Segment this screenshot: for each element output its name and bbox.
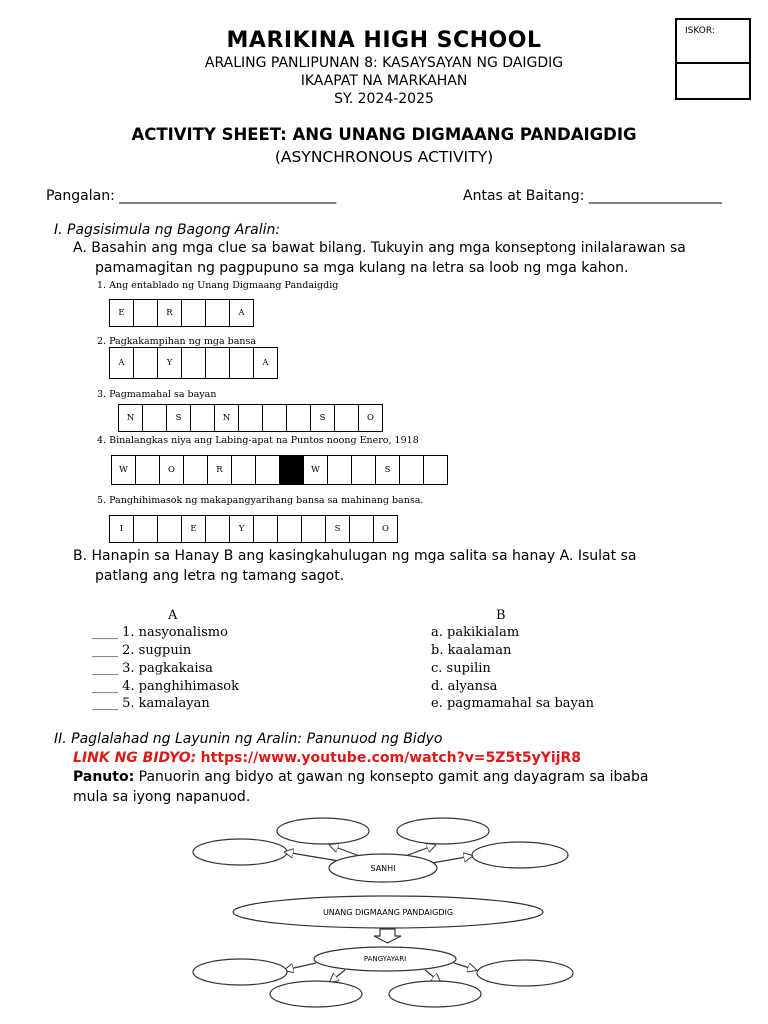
letter-box[interactable] bbox=[399, 455, 424, 485]
clue-2-boxes[interactable] bbox=[109, 347, 278, 379]
event-answer-oval[interactable] bbox=[270, 981, 362, 1007]
down-arrow bbox=[374, 929, 401, 943]
column-b-item: e. pagmamahal sa bayan bbox=[431, 696, 595, 711]
partB-instruction-line2: patlang ang letra ng tamang sagot. bbox=[95, 568, 345, 584]
letter-box[interactable]: S bbox=[375, 455, 400, 485]
letter-box[interactable] bbox=[181, 299, 206, 327]
letter-box[interactable] bbox=[157, 515, 182, 543]
letter-box[interactable] bbox=[279, 455, 304, 485]
letter-box[interactable]: Y bbox=[157, 347, 182, 379]
event-answer-oval[interactable] bbox=[477, 960, 573, 986]
column-a-item: ____ 5. kamalayan bbox=[92, 696, 210, 711]
letter-box[interactable] bbox=[190, 404, 215, 432]
column-b-item: b. kaalaman bbox=[431, 643, 512, 658]
column-b-header: B bbox=[496, 608, 506, 623]
letter-box[interactable] bbox=[205, 347, 230, 379]
letter-box[interactable] bbox=[135, 455, 160, 485]
panuto-text-line2: mula sa iyong napanuod. bbox=[73, 789, 251, 805]
column-a-item: ____ 1. nasyonalismo bbox=[92, 625, 228, 640]
clue-3-boxes[interactable] bbox=[118, 404, 383, 432]
letter-box[interactable] bbox=[142, 404, 167, 432]
subject-line: ARALING PANLIPUNAN 8: KASAYSAYAN NG DAIGDIG bbox=[204, 55, 564, 71]
letter-box[interactable] bbox=[181, 347, 206, 379]
column-a-header: A bbox=[168, 608, 178, 623]
partA-instruction-line2: pamamagitan ng pagpupuno sa mga kulang na letra sa loob ng mga kahon. bbox=[95, 260, 629, 276]
partA-instruction-line1: A. Basahin ang mga clue sa bawat bilang. Tukuyin ang mga konseptong inilalarawan sa bbox=[73, 240, 686, 256]
panuto-label: Panuto: bbox=[73, 769, 135, 785]
letter-box[interactable] bbox=[238, 404, 263, 432]
quarter-line: IKAAPAT NA MARKAHAN bbox=[300, 73, 468, 89]
clue-4-text: 4. Binalangkas niya ang Labing-apat na Puntos noong Enero, 1918 bbox=[97, 435, 419, 446]
letter-box[interactable] bbox=[253, 515, 278, 543]
school-year-line: SY. 2024-2025 bbox=[334, 91, 434, 107]
panuto-line bbox=[73, 767, 648, 787]
letter-box[interactable] bbox=[205, 515, 230, 543]
letter-box[interactable] bbox=[423, 455, 448, 485]
letter-box[interactable] bbox=[133, 299, 158, 327]
letter-box[interactable]: S bbox=[166, 404, 191, 432]
clue-5-boxes[interactable] bbox=[109, 515, 398, 543]
arrow-line bbox=[454, 963, 476, 970]
clue-3-text: 3. Pagmamahal sa bayan bbox=[97, 389, 217, 400]
letter-box[interactable]: R bbox=[207, 455, 232, 485]
column-b-item: c. supilin bbox=[431, 661, 491, 676]
letter-box[interactable] bbox=[301, 515, 326, 543]
letter-box[interactable]: O bbox=[358, 404, 383, 432]
clue-4-boxes[interactable] bbox=[111, 455, 448, 485]
letter-box[interactable]: O bbox=[159, 455, 184, 485]
video-link-label: LINK NG BIDYO: bbox=[73, 750, 197, 766]
column-a-item: ____ 3. pagkakaisa bbox=[92, 661, 213, 676]
letter-box[interactable]: O bbox=[373, 515, 398, 543]
section2-heading: II. Paglalahad ng Layunin ng Aralin: Panunuod ng Bidyo bbox=[54, 731, 443, 747]
video-link[interactable]: https://www.youtube.com/watch?v=5Z5t5yYijR8 bbox=[200, 750, 582, 766]
letter-box[interactable] bbox=[133, 347, 158, 379]
cause-answer-oval[interactable] bbox=[277, 818, 369, 844]
clue-5-text: 5. Panghihimasok ng makapangyarihang bansa sa mahinang bansa. bbox=[97, 495, 424, 506]
central-topic-label: UNANG DIGMAANG PANDAIGDIG bbox=[322, 908, 454, 917]
letter-box[interactable]: I bbox=[109, 515, 134, 543]
clue-2-text: 2. Pagkakampihan ng mga bansa bbox=[97, 336, 257, 347]
score-label: ISKOR: bbox=[685, 26, 715, 36]
section1-heading: I. Pagsisimula ng Bagong Aralin: bbox=[54, 222, 281, 238]
letter-box[interactable] bbox=[327, 455, 352, 485]
letter-box[interactable]: W bbox=[111, 455, 136, 485]
concept-diagram bbox=[0, 810, 768, 1024]
event-answer-oval[interactable] bbox=[193, 959, 287, 985]
letter-box[interactable] bbox=[351, 455, 376, 485]
letter-box[interactable]: R bbox=[157, 299, 182, 327]
letter-box[interactable] bbox=[231, 455, 256, 485]
column-b-item: a. pakikialam bbox=[431, 625, 520, 640]
panuto-text: Panuorin ang bidyo at gawan ng konsepto gamit ang dayagram sa ibaba bbox=[138, 769, 649, 785]
video-link-line bbox=[73, 748, 581, 768]
letter-box[interactable] bbox=[334, 404, 359, 432]
school-name: MARIKINA HIGH SCHOOL bbox=[226, 28, 542, 53]
arrow-line bbox=[330, 970, 345, 982]
letter-box[interactable] bbox=[277, 515, 302, 543]
cause-answer-oval[interactable] bbox=[397, 818, 489, 844]
arrow-line bbox=[285, 963, 316, 970]
letter-box[interactable] bbox=[286, 404, 311, 432]
letter-box[interactable]: W bbox=[303, 455, 328, 485]
letter-box[interactable]: E bbox=[181, 515, 206, 543]
name-field[interactable]: Pangalan: _______________________________ bbox=[46, 188, 337, 204]
letter-box[interactable] bbox=[229, 347, 254, 379]
column-a-item: ____ 2. sugpuin bbox=[92, 643, 192, 658]
letter-box[interactable]: A bbox=[229, 299, 254, 327]
arrow-line bbox=[425, 970, 440, 982]
letter-box[interactable] bbox=[262, 404, 287, 432]
page-title: ACTIVITY SHEET: ANG UNANG DIGMAANG PANDAIGDIG bbox=[131, 125, 637, 144]
cause-answer-oval[interactable] bbox=[472, 842, 568, 868]
pangyayari-label: PANGYAYARI bbox=[363, 955, 407, 963]
partB-instruction-line1: B. Hanapin sa Hanay B ang kasingkahulugan ng mga salita sa hanay A. Isulat sa bbox=[73, 548, 637, 564]
letter-box[interactable] bbox=[349, 515, 374, 543]
letter-box[interactable]: E bbox=[109, 299, 134, 327]
letter-box[interactable]: A bbox=[253, 347, 278, 379]
letter-box[interactable]: N bbox=[214, 404, 239, 432]
letter-box[interactable] bbox=[255, 455, 280, 485]
column-a-item: ____ 4. panghihimasok bbox=[92, 679, 239, 694]
page-subtitle: (ASYNCHRONOUS ACTIVITY) bbox=[274, 148, 494, 166]
letter-box[interactable] bbox=[183, 455, 208, 485]
letter-box[interactable] bbox=[205, 299, 230, 327]
letter-box[interactable]: Y bbox=[229, 515, 254, 543]
sanhi-label: SANHI bbox=[370, 864, 396, 873]
clue-1-boxes[interactable] bbox=[109, 299, 254, 327]
letter-box[interactable] bbox=[133, 515, 158, 543]
letter-box[interactable]: S bbox=[310, 404, 335, 432]
letter-box[interactable]: N bbox=[118, 404, 143, 432]
clue-1-text: 1. Ang entablado ng Unang Digmaang Pandaigdig bbox=[97, 280, 339, 291]
letter-box[interactable]: S bbox=[325, 515, 350, 543]
event-answer-oval[interactable] bbox=[389, 981, 481, 1007]
cause-answer-oval[interactable] bbox=[193, 839, 287, 865]
grade-field[interactable]: Antas at Baitang: ___________________ bbox=[463, 188, 722, 204]
letter-box[interactable]: A bbox=[109, 347, 134, 379]
column-b-item: d. alyansa bbox=[431, 679, 498, 694]
